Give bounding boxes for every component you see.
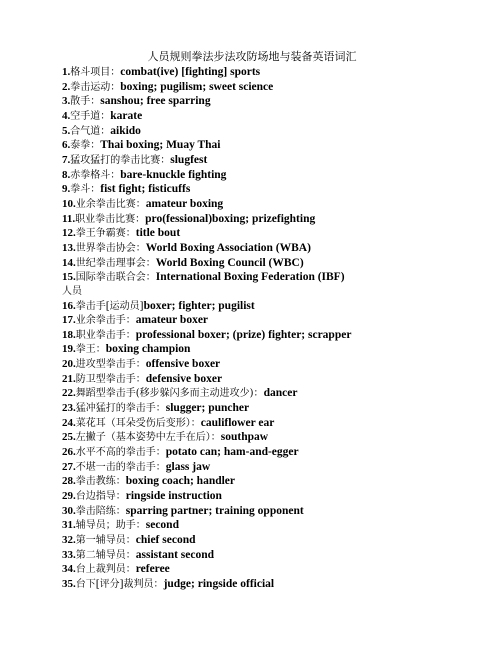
entry-chinese-term: 赤拳格斗： xyxy=(70,169,121,181)
entry-number: 21. xyxy=(62,372,76,385)
entry-number: 9. xyxy=(62,183,71,196)
entry-chinese-term: 台下[评分]裁判员： xyxy=(75,578,164,590)
entry-english-term: combat(ive) [fighting] sports xyxy=(120,66,261,78)
entry-chinese-term: 拳王争霸赛： xyxy=(75,228,136,240)
vocabulary-entry xyxy=(62,124,482,139)
entry-number: 3. xyxy=(62,95,71,108)
vocabulary-entry xyxy=(62,65,482,80)
entry-chinese-term: 第一辅导员： xyxy=(75,535,136,546)
entry-english-term: fist fight; fisticuffs xyxy=(100,183,191,196)
entry-chinese-term: 泰拳： xyxy=(70,140,101,152)
document-page xyxy=(62,50,482,592)
vocabulary-entry xyxy=(62,562,482,577)
vocabulary-entry xyxy=(62,577,482,592)
entry-number: 10. xyxy=(62,197,76,210)
vocabulary-entry xyxy=(62,94,482,109)
entry-number: 23. xyxy=(62,402,76,415)
entry-number: 2. xyxy=(62,80,71,93)
entry-english-term: potato can; ham-and-egger xyxy=(165,446,299,459)
entry-number: 35. xyxy=(62,577,76,590)
entry-chinese-term: 合气道： xyxy=(70,125,111,137)
vocabulary-entry xyxy=(62,270,482,285)
vocabulary-entry xyxy=(62,474,482,489)
entry-chinese-term: 空手道： xyxy=(70,110,111,122)
entry-english-term: judge; ringside official xyxy=(163,577,275,590)
entry-number: 31. xyxy=(62,519,76,532)
entry-chinese-term: 第二辅导员： xyxy=(75,549,136,561)
vocabulary-entry xyxy=(62,153,482,168)
vocabulary-entry xyxy=(62,357,482,372)
entry-english-term: amateur boxer xyxy=(135,314,209,327)
vocabulary-entry xyxy=(62,299,482,314)
entry-english-term: aikido xyxy=(110,124,141,137)
entry-chinese-term: 拳击手[运动员] xyxy=(75,300,144,312)
entry-number: 5. xyxy=(62,124,71,137)
entry-chinese-term: 台上裁判员： xyxy=(75,564,136,576)
vocabulary-entry xyxy=(62,416,482,431)
entry-number: 25. xyxy=(62,431,76,444)
entry-english-term: World Boxing Council (WBC) xyxy=(155,256,304,269)
entry-number: 24. xyxy=(62,416,76,429)
entry-chinese-term: 世界拳击协会： xyxy=(75,242,146,254)
entry-number: 15. xyxy=(62,271,76,284)
entry-english-term: boxing champion xyxy=(105,343,191,356)
entry-chinese-term: 职业拳击比赛： xyxy=(75,213,146,225)
entry-english-term: dancer xyxy=(263,387,298,400)
entry-english-term: pro(fessional)boxing; prizefighting xyxy=(145,212,316,225)
entry-number: 26. xyxy=(62,446,76,459)
vocabulary-entry xyxy=(62,109,482,124)
vocabulary-list-sports xyxy=(62,65,482,285)
vocabulary-entry xyxy=(62,445,482,460)
entry-chinese-term: 职业拳击手： xyxy=(75,329,136,341)
vocabulary-entry xyxy=(62,386,482,401)
entry-english-term: title bout xyxy=(135,227,181,240)
entry-number: 16. xyxy=(62,299,76,312)
entry-chinese-term: 国际拳击联合会： xyxy=(75,272,156,284)
entry-english-term: assistant second xyxy=(135,548,215,561)
entry-english-term: slugger; puncher xyxy=(165,402,250,415)
entry-number: 4. xyxy=(62,109,71,122)
entry-number: 8. xyxy=(62,168,71,181)
entry-english-term: referee xyxy=(135,563,170,576)
vocabulary-entry xyxy=(62,460,482,475)
vocabulary-entry xyxy=(62,138,482,153)
entry-number: 19. xyxy=(62,343,76,356)
entry-english-term: offensive boxer xyxy=(145,358,221,371)
entry-chinese-term: 拳击运动： xyxy=(70,81,121,93)
entry-english-term: boxing coach; handler xyxy=(125,475,236,488)
vocabulary-entry xyxy=(62,401,482,416)
entry-english-term: defensive boxer xyxy=(145,372,223,385)
entry-english-term: Thai boxing; Muay Thai xyxy=(100,139,221,152)
entry-number: 14. xyxy=(62,256,76,269)
entry-number: 28. xyxy=(62,475,76,488)
entry-english-term: southpaw xyxy=(220,431,269,444)
entry-number: 34. xyxy=(62,563,76,576)
entry-english-term: sparring partner; training opponent xyxy=(125,504,304,517)
entry-english-term: chief second xyxy=(135,534,196,546)
entry-number: 20. xyxy=(62,358,76,371)
entry-english-term: bare-knuckle fighting xyxy=(120,168,227,181)
vocabulary-entry xyxy=(62,182,482,197)
vocabulary-entry xyxy=(62,548,482,563)
vocabulary-list-personnel xyxy=(62,299,482,592)
vocabulary-entry xyxy=(62,241,482,256)
entry-number: 17. xyxy=(62,314,76,327)
vocabulary-entry xyxy=(62,342,482,357)
entry-chinese-term: 拳击教练： xyxy=(75,476,126,488)
vocabulary-entry xyxy=(62,197,482,212)
vocabulary-entry xyxy=(62,80,482,95)
entry-number: 30. xyxy=(62,504,76,517)
entry-chinese-term: 辅导员；助手： xyxy=(75,520,146,532)
vocabulary-entry xyxy=(62,533,482,548)
entry-english-term: boxing; pugilism; sweet science xyxy=(120,80,274,93)
entry-chinese-term: 猛冲猛打的拳击手： xyxy=(75,403,166,415)
entry-number: 29. xyxy=(62,490,76,503)
vocabulary-entry xyxy=(62,518,482,533)
entry-chinese-term: 拳击陪练： xyxy=(75,505,126,517)
document-title: 人员规则拳法步法攻防场地与装备英语词汇 xyxy=(147,50,357,63)
entry-english-term: karate xyxy=(110,109,143,122)
vocabulary-entry xyxy=(62,504,482,519)
vocabulary-entry xyxy=(62,328,482,343)
section-heading-personnel: 人员 xyxy=(62,285,82,297)
entry-chinese-term: 菜花耳（耳朵受伤后变形）： xyxy=(75,417,201,429)
entry-chinese-term: 散手： xyxy=(70,96,101,108)
entry-english-term: slugfest xyxy=(170,153,208,166)
entry-english-term: second xyxy=(145,519,179,532)
entry-english-term: glass jaw xyxy=(165,460,211,473)
entry-english-term: International Boxing Federation (IBF) xyxy=(155,271,345,284)
entry-number: 12. xyxy=(62,227,76,240)
vocabulary-entry xyxy=(62,256,482,271)
entry-number: 22. xyxy=(62,387,76,400)
entry-english-term: amateur boxing xyxy=(145,197,224,210)
entry-chinese-term: 左撇子（基本姿势中左手在后）： xyxy=(75,432,221,444)
entry-number: 18. xyxy=(62,328,76,341)
entry-number: 32. xyxy=(62,534,76,546)
entry-chinese-term: 舞蹈型拳击手(移步躲闪多而主动进攻少)： xyxy=(75,388,264,400)
entry-chinese-term: 拳斗： xyxy=(70,184,101,196)
entry-number: 7. xyxy=(62,153,71,166)
entry-chinese-term: 格斗项目： xyxy=(70,67,121,78)
vocabulary-entry xyxy=(62,226,482,241)
entry-english-term: ringside instruction xyxy=(125,490,222,503)
vocabulary-entry xyxy=(62,313,482,328)
entry-chinese-term: 业余拳击手： xyxy=(75,315,136,327)
entry-number: 11. xyxy=(62,212,76,225)
entry-chinese-term: 防卫型拳击手： xyxy=(75,373,146,385)
entry-english-term: professional boxer; (prize) fighter; scrapper xyxy=(135,328,352,341)
entry-chinese-term: 进攻型拳击手： xyxy=(75,359,146,371)
entry-english-term: World Boxing Association (WBA) xyxy=(145,241,311,254)
entry-chinese-term: 世纪拳击理事会： xyxy=(75,257,156,269)
entry-english-term: cauliflower ear xyxy=(200,416,275,429)
vocabulary-entry xyxy=(62,489,482,504)
vocabulary-entry xyxy=(62,372,482,387)
entry-number: 33. xyxy=(62,548,76,561)
entry-chinese-term: 猛攻猛打的拳击比赛： xyxy=(70,154,171,166)
entry-chinese-term: 不堪一击的拳击手： xyxy=(75,461,166,473)
entry-number: 6. xyxy=(62,139,71,152)
entry-chinese-term: 水平不高的拳击手： xyxy=(75,447,166,459)
entry-number: 27. xyxy=(62,460,76,473)
vocabulary-entry xyxy=(62,430,482,445)
entry-chinese-term: 拳王： xyxy=(75,344,106,356)
entry-english-term: boxer; fighter; pugilist xyxy=(143,299,255,312)
vocabulary-entry xyxy=(62,168,482,183)
entry-chinese-term: 业余拳击比赛： xyxy=(75,198,146,210)
entry-chinese-term: 台边指导： xyxy=(75,491,126,503)
entry-number: 13. xyxy=(62,241,76,254)
entry-number: 1. xyxy=(62,66,71,78)
vocabulary-entry xyxy=(62,212,482,227)
entry-english-term: sanshou; free sparring xyxy=(100,95,211,108)
